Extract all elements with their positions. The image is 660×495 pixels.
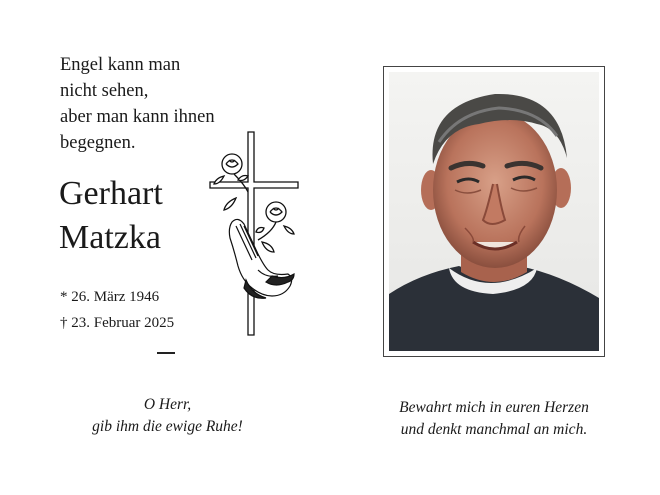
remembrance-verse: [365, 397, 623, 441]
prayer-line-2: gib ihm die ewige Ruhe!: [92, 418, 243, 435]
last-name: Matzka: [59, 219, 161, 256]
first-name: Gerhart: [59, 175, 163, 212]
deceased-name: [59, 172, 163, 260]
prayer-line-1: O Herr,: [143, 396, 192, 413]
remembrance-line-1: Bewahrt mich in euren Herzen: [399, 399, 589, 416]
portrait-frame: [383, 66, 605, 357]
death-date: † 23. Februar 2025: [60, 315, 175, 331]
remembrance-line-2: und denkt manchmal an mich.: [400, 421, 588, 438]
quote-line-4: begegnen.: [60, 133, 136, 153]
birth-date: * 26. März 1946: [60, 289, 160, 305]
quote-line-1: Engel kann man: [60, 55, 181, 75]
cross-emblem-icon: [206, 130, 302, 340]
life-dates: [60, 284, 174, 336]
quote-line-3: aber man kann ihnen: [60, 107, 215, 127]
divider-dash: [157, 352, 175, 354]
portrait-photo: [389, 72, 599, 351]
prayer-verse: [55, 394, 280, 438]
quote-line-2: nicht sehen,: [60, 81, 149, 101]
